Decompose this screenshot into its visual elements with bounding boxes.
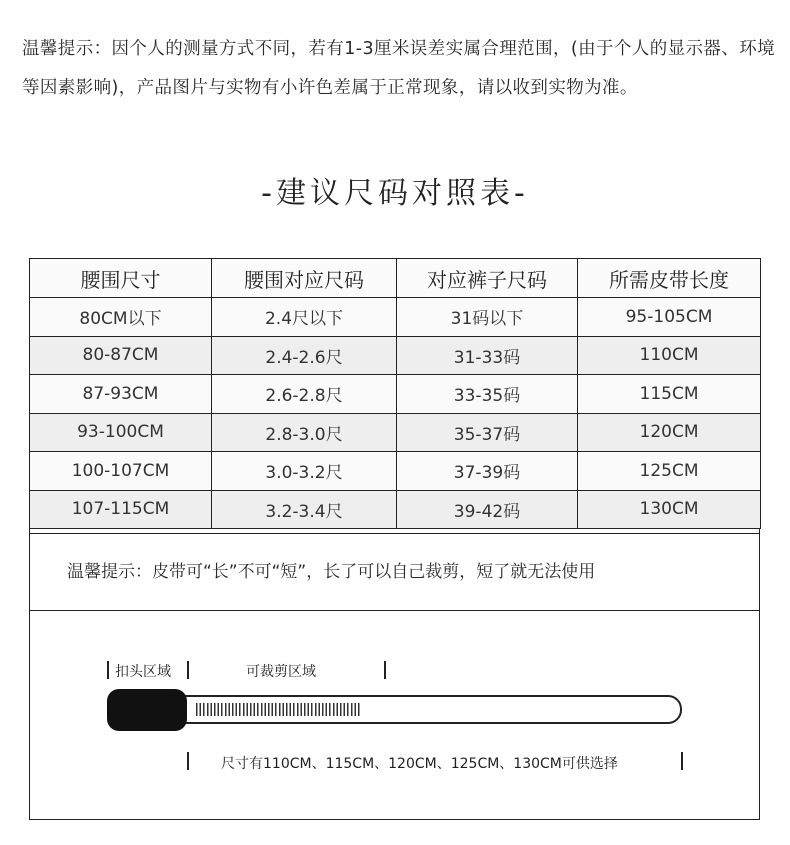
buckle-zone-end-tick xyxy=(187,661,189,679)
table-cell: 125CM xyxy=(578,452,761,491)
table-cell: 110CM xyxy=(578,336,761,375)
table-cell: 37-39码 xyxy=(397,452,578,491)
table-cell: 2.4-2.6尺 xyxy=(212,336,397,375)
table-cell: 80-87CM xyxy=(30,336,212,375)
table-cell: 39-42码 xyxy=(397,490,578,529)
length-tip: 温馨提示：皮带可“长”不可“短”，长了可以自己裁剪，短了就无法使用 xyxy=(30,533,759,611)
table-cell: 33-35码 xyxy=(397,375,578,414)
table-cell: 120CM xyxy=(578,413,761,452)
header-waist-chi: 腰围对应尺码 xyxy=(212,259,397,298)
notice-text: 因个人的测量方式不同，若有1-3厘米误差实属合理范围，(由于个人的显示器、环境等因素影响)，产品图片与实物有小许色差属于正常现象，请以收到实物为准。 xyxy=(22,39,776,98)
notice-block xyxy=(22,30,782,107)
table-cell: 35-37码 xyxy=(397,413,578,452)
table-row xyxy=(30,490,761,529)
table-cell: 80CM以下 xyxy=(30,298,212,337)
length-end-tick xyxy=(681,752,683,770)
size-table xyxy=(29,258,761,529)
table-cell: 31-33码 xyxy=(397,336,578,375)
table-cell: 130CM xyxy=(578,490,761,529)
table-cell: 100-107CM xyxy=(30,452,212,491)
buckle-zone-label: 扣头区域 xyxy=(115,664,171,680)
table-cell: 2.6-2.8尺 xyxy=(212,375,397,414)
belt-diagram xyxy=(30,612,759,818)
table-cell: 2.4尺以下 xyxy=(212,298,397,337)
belt-strap xyxy=(180,695,682,724)
table-cell: 95-105CM xyxy=(578,298,761,337)
header-waist: 腰围尺寸 xyxy=(30,259,212,298)
table-cell: 87-93CM xyxy=(30,375,212,414)
table-row xyxy=(30,413,761,452)
table-row xyxy=(30,298,761,337)
table-row xyxy=(30,452,761,491)
table-row xyxy=(30,336,761,375)
table-cell: 93-100CM xyxy=(30,413,212,452)
table-cell: 115CM xyxy=(578,375,761,414)
cut-zone-end-tick xyxy=(384,661,386,679)
notice-label: 温馨提示： xyxy=(22,39,112,59)
length-options-label: 尺寸有110CM、115CM、120CM、125CM、130CM可供选择 xyxy=(221,756,618,772)
table-cell: 107-115CM xyxy=(30,490,212,529)
table-row xyxy=(30,375,761,414)
table-cell: 31码以下 xyxy=(397,298,578,337)
cut-zone-label: 可裁剪区域 xyxy=(246,664,316,680)
table-cell: 3.2-3.4尺 xyxy=(212,490,397,529)
length-start-tick xyxy=(187,752,189,770)
table-cell: 3.0-3.2尺 xyxy=(212,452,397,491)
table-header-row xyxy=(30,259,761,298)
table-cell: 2.8-3.0尺 xyxy=(212,413,397,452)
header-belt-length: 所需皮带长度 xyxy=(578,259,761,298)
belt-buckle xyxy=(107,689,187,731)
belt-holes xyxy=(196,703,361,716)
buckle-zone-start-tick xyxy=(107,661,109,679)
header-pants-size: 对应裤子尺码 xyxy=(397,259,578,298)
page-title: -建议尺码对照表- xyxy=(261,176,529,211)
